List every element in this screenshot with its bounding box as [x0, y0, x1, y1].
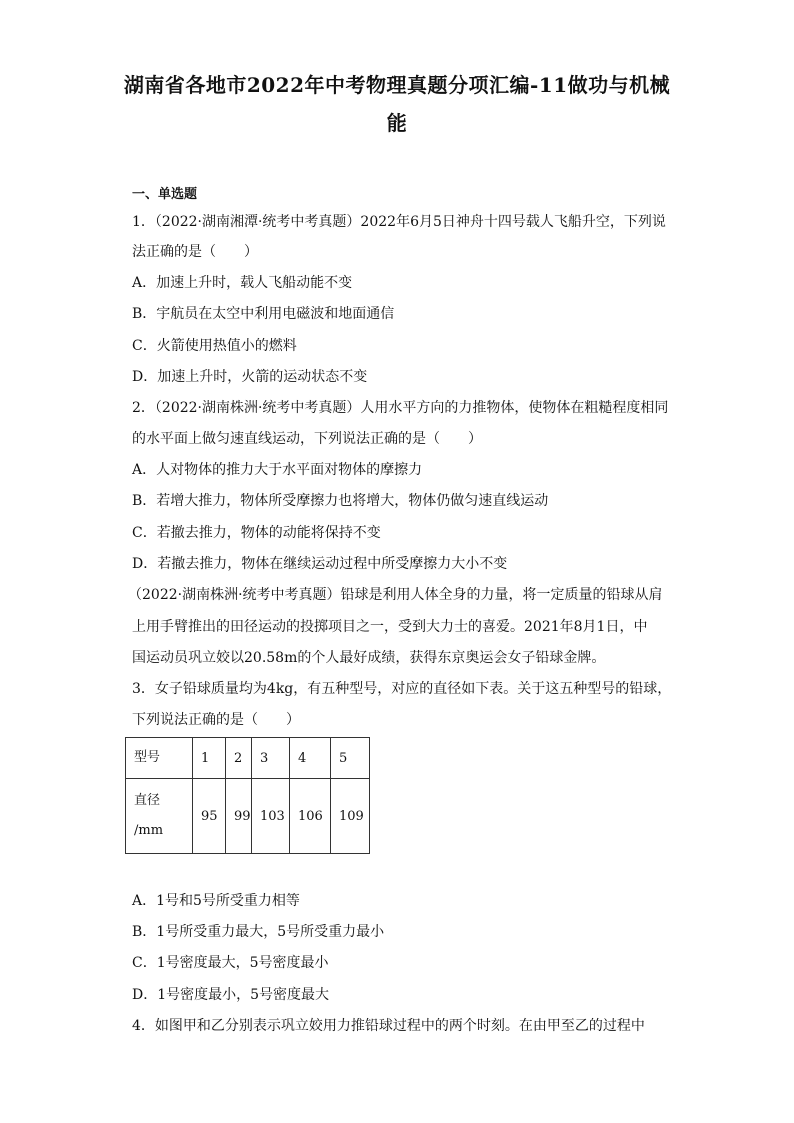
table-cell: 3 [252, 738, 290, 779]
q3-option-d: D．1号密度最小，5号密度最大 [132, 987, 330, 1003]
table-cell: 103 [252, 779, 290, 854]
section-heading: 一、单选题 [132, 187, 198, 202]
q2-option-d: D．若撤去推力，物体在继续运动过程中所受摩擦力大小不变 [132, 556, 508, 572]
q2-stem-line1: 2．（2022·湖南株洲·统考中考真题）人用水平方向的力推物体，使物体在粗糙程度相同 [132, 400, 669, 416]
shot-put-spec-table [125, 737, 370, 854]
diameter-label: 直径 [134, 793, 161, 808]
table-cell: 109 [331, 779, 370, 854]
q3-option-a: A．1号和5号所受重力相等 [132, 893, 300, 909]
title-line-1: 湖南省各地市2022年中考物理真题分项汇编-11做功与机械 [123, 73, 671, 97]
q1-option-a: A．加速上升时，载人飞船动能不变 [132, 275, 353, 291]
context-line3: 国运动员巩立姣以20.58m的个人最好成绩，获得东京奥运会女子铅球金牌。 [132, 650, 606, 666]
table-row [126, 738, 370, 779]
document-title [110, 66, 684, 142]
q3-stem-line1: 3．女子铅球质量均为4kg，有五种型号，对应的直径如下表。关于这五种型号的铅球， [132, 681, 672, 697]
q1-option-b: B．宇航员在太空中利用电磁波和地面通信 [132, 306, 395, 322]
table-cell: 99 [226, 779, 252, 854]
title-line-2: 能 [386, 111, 408, 135]
q1-stem-line1: 1．（2022·湖南湘潭·统考中考真题）2022年6月5日神舟十四号载人飞船升空，下列说 [132, 214, 666, 230]
q1-stem-line2: 法正确的是（ ） [132, 244, 258, 260]
table-cell: 95 [193, 779, 226, 854]
q3-option-b: B．1号所受重力最大，5号所受重力最小 [132, 924, 385, 940]
q2-option-b: B．若增大推力，物体所受摩擦力也将增大，物体仍做匀速直线运动 [132, 493, 549, 509]
q2-option-c: C．若撤去推力，物体的动能将保持不变 [132, 525, 381, 541]
table-cell: 106 [290, 779, 331, 854]
diameter-unit: /mm [134, 823, 164, 838]
table-header-model: 型号 [126, 738, 193, 779]
q2-stem-line2: 的水平面上做匀速直线运动，下列说法正确的是（ ） [132, 431, 482, 447]
q3-stem-line2: 下列说法正确的是（ ） [132, 712, 300, 728]
table-cell: 1 [193, 738, 226, 779]
table-cell: 4 [290, 738, 331, 779]
q2-option-a: A．人对物体的推力大于水平面对物体的摩擦力 [132, 462, 423, 478]
q1-option-c: C．火箭使用热值小的燃料 [132, 338, 297, 354]
q1-option-d: D．加速上升时，火箭的运动状态不变 [132, 369, 368, 385]
q3-option-c: C．1号密度最大，5号密度最小 [132, 955, 329, 971]
context-line1: （2022·湖南株洲·统考中考真题）铅球是利用人体全身的力量，将一定质量的铅球从肩 [128, 587, 663, 603]
q4-stem-line1: 4．如图甲和乙分别表示巩立姣用力推铅球过程中的两个时刻。在由甲至乙的过程中 [132, 1018, 645, 1034]
table-row [126, 779, 370, 854]
context-line2: 上用手臂推出的田径运动的投掷项目之一，受到大力士的喜爱。2021年8月1日，中 [132, 619, 648, 635]
table-header-diameter [126, 779, 193, 854]
table-cell: 5 [331, 738, 370, 779]
table-cell: 2 [226, 738, 252, 779]
